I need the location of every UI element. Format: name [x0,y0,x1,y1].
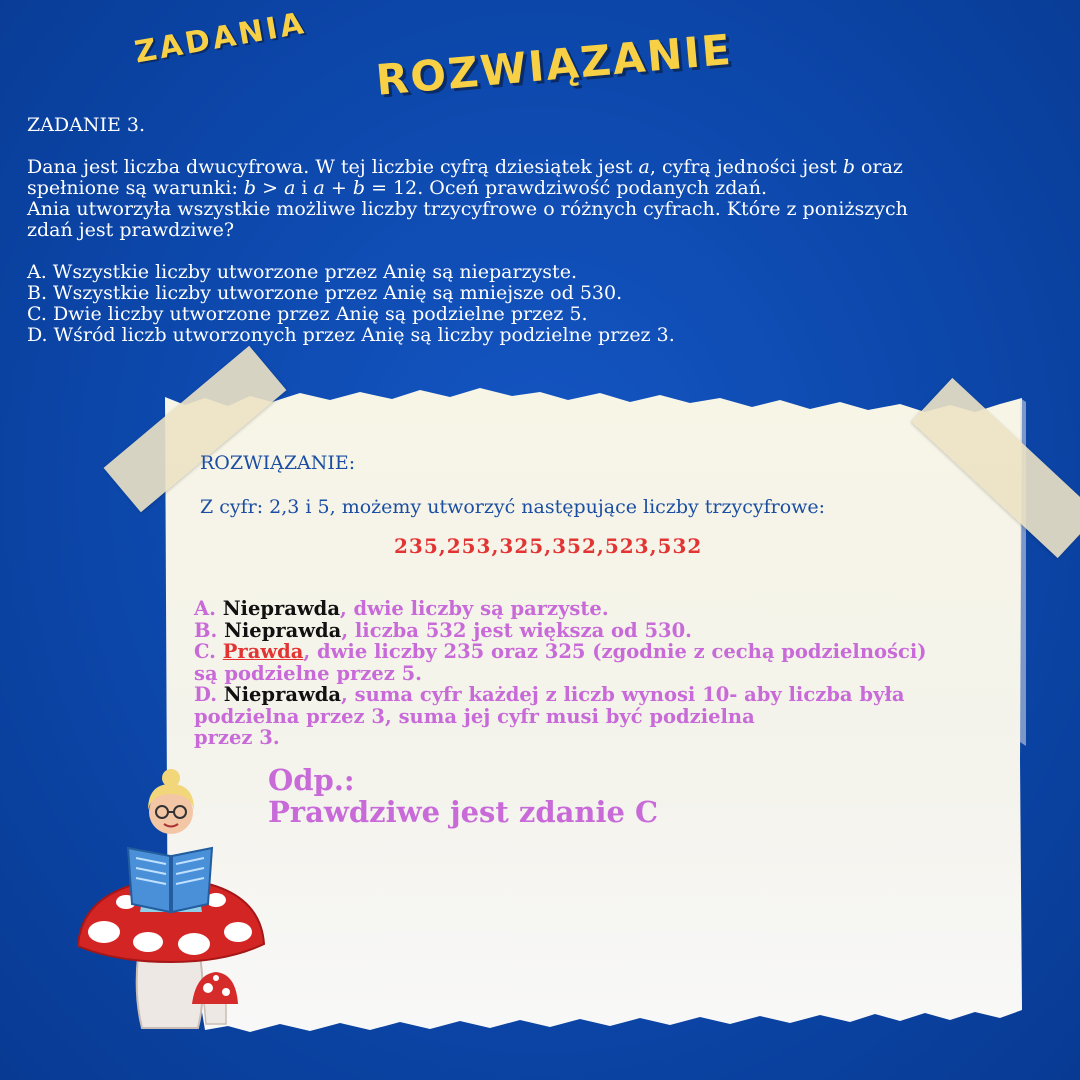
zadania-title: ZADANIA [132,5,310,71]
variable-b: b [352,177,366,199]
task-text-part: oraz [855,156,903,178]
answer-d-cont: przez 3. [194,726,280,749]
task-line-3: Ania utworzyła wszystkie możliwe liczby trzycyfrowe o różnych cyfrach. Które z poniższych [27,198,908,220]
mushroom-reader-illustration [76,766,276,1036]
task-option-a: A. Wszystkie liczby utworzone przez Anię są nieparzyste. [27,261,577,283]
answer-prefix: D. [194,683,224,706]
answer-d [194,684,1024,706]
operator: + [324,177,353,199]
variable-b: b [842,156,856,178]
answer-prefix: C. [194,640,223,663]
answer-prefix: B. [194,618,225,642]
task-text-part: = 12. Oceń prawdziwość podanych zdań. [365,177,768,199]
task-text-part: spełnione są warunki: [27,177,244,199]
variable-b: b [243,177,257,199]
answer-prefix: A. [194,597,223,620]
task-option-b: B. Wszystkie liczby utworzone przez Anię są mniejsze od 530. [27,282,623,304]
verdict-false: Nieprawda [222,597,340,620]
verdict-false: Nieprawda [223,683,342,706]
verdict-true: Prawda [222,640,304,663]
variable-a: a [284,177,296,199]
mushroom-stem-icon [137,956,203,1028]
answer-a [194,598,1024,620]
solution-heading: ROZWIĄZANIE: [200,452,356,474]
answers-block [194,598,1024,749]
operator: > [256,177,285,199]
final-answer [268,764,658,828]
task-line-4: zdań jest prawdziwe? [27,219,235,241]
task-option-c: C. Dwie liczby utworzone przez Anię są podzielne przez 5. [27,303,588,325]
answer-text: , dwie liczby 235 oraz 325 (zgodnie z cechą podzielności) [303,640,927,663]
task-option-d: D. Wśród liczb utworzonych przez Anię są liczby podzielne przez 3. [27,324,675,346]
answer-c [194,641,1024,663]
task-text-part: Dana jest liczba dwucyfrowa. W tej liczbie cyfrą dziesiątek jest [27,156,639,178]
solution-block [200,452,1020,558]
small-mushroom-stem-icon [204,1002,226,1024]
verdict-false: Nieprawda [224,618,342,642]
answer-c-cont: są podzielne przez 5. [194,661,422,685]
task-text-part: , cyfrą jedności jest [649,156,843,178]
task-heading: ZADANIE 3. [27,114,146,136]
answer-text: , suma cyfr każdej z liczb wynosi 10- aby liczba była [341,683,905,706]
numbers-list: 235,253,325,352,523,532 [394,534,703,558]
final-answer-text: Prawdziwe jest zdanie C [268,795,659,829]
answer-text: , dwie liczby są parzyste. [339,597,609,620]
answer-d-cont: podzielna przez 3, suma jej cyfr musi być podzielna [194,704,755,728]
variable-a: a [638,156,650,178]
variable-a: a [313,177,325,199]
solution-intro: Z cyfr: 2,3 i 5, możemy utworzyć następujące liczby trzycyfrowe: [200,496,826,518]
answer-b [194,620,1024,642]
operator: i [295,177,314,199]
rozwiazanie-title: ROZWIĄZANIE [374,24,735,105]
final-answer-label: Odp.: [268,763,355,797]
answer-text: , liczba 532 jest większa od 530. [341,618,692,642]
